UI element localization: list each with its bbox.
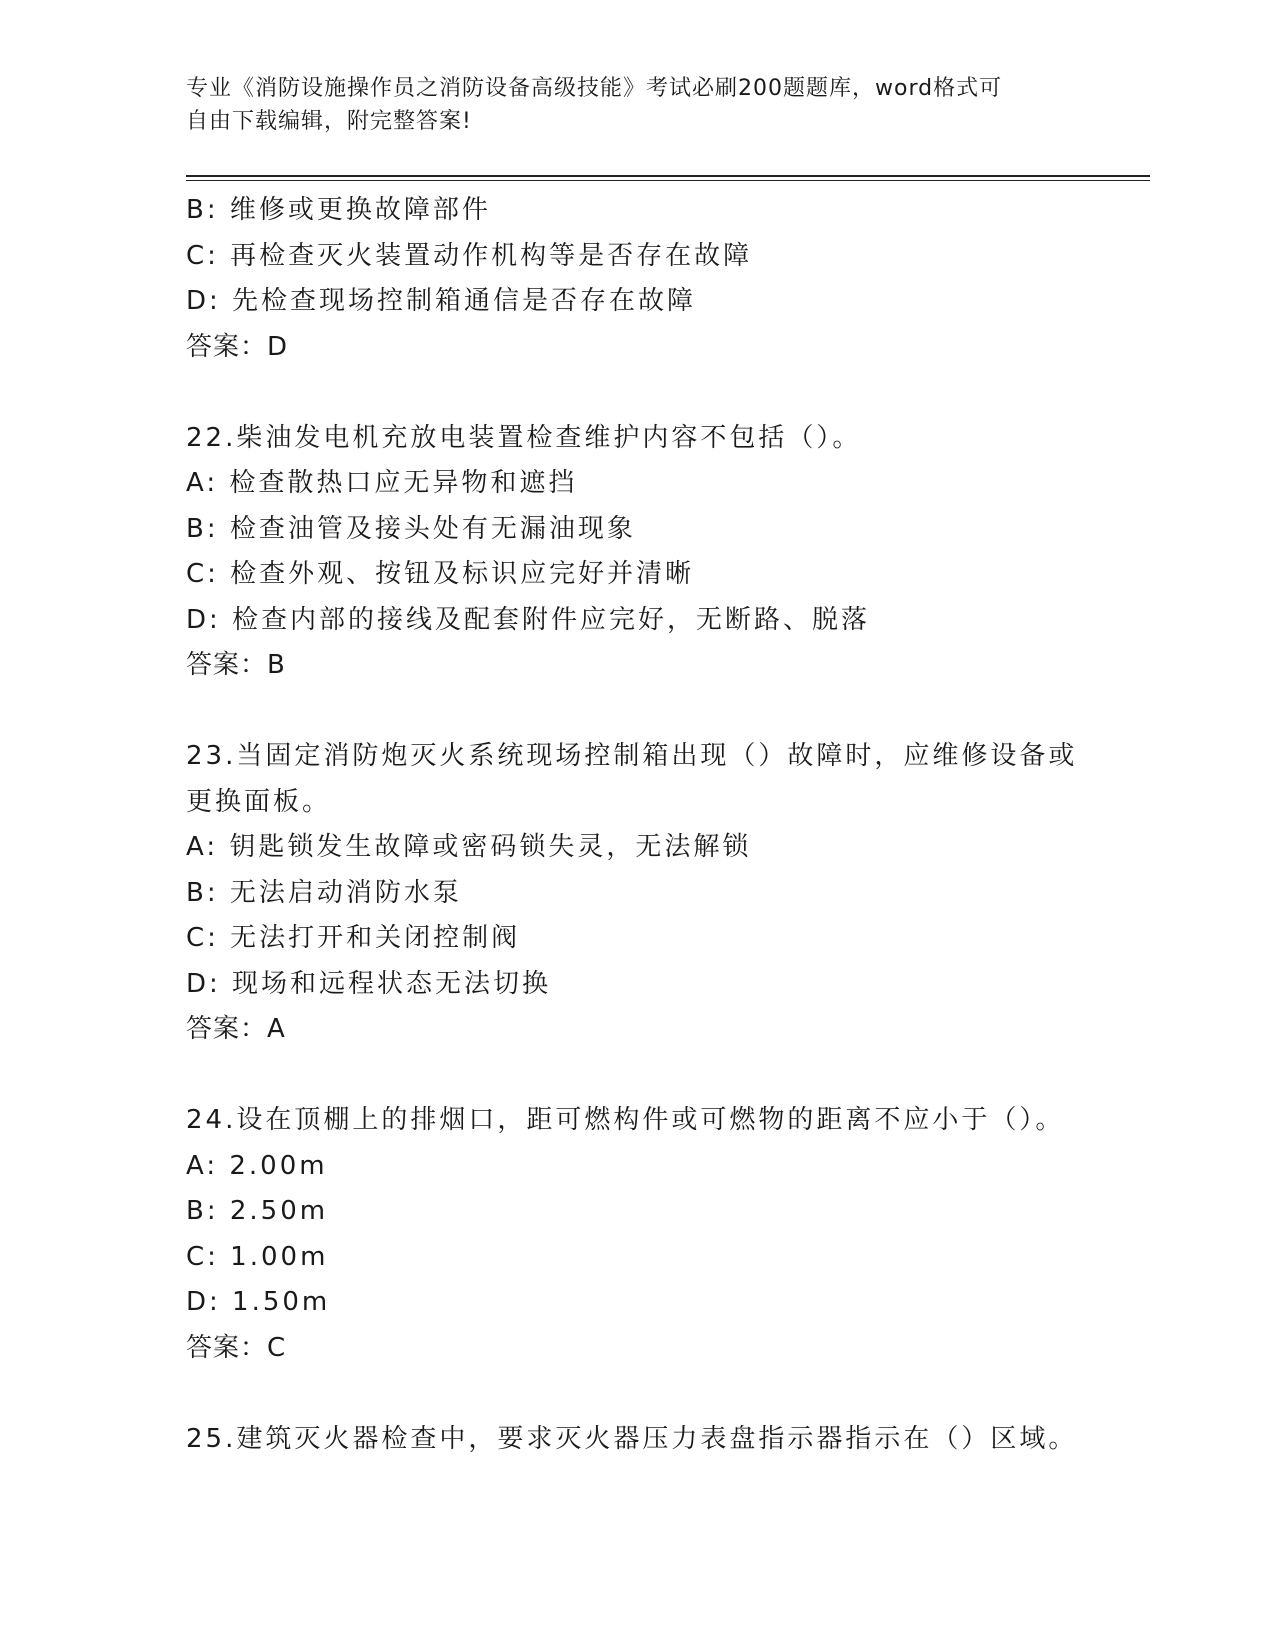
option-a: A: 检查散热口应无异物和遮挡 [186,468,578,498]
question-text-line-2: 更换面板。 [186,786,332,817]
spacer [186,1053,1086,1099]
question-text: 22.柴油发电机充放电装置检查维护内容不包括（）。 [186,422,862,453]
option-d: D: 先检查现场控制箱通信是否存在故障 [186,286,697,316]
answer-label: 答案：C [186,1332,287,1363]
option-c: C: 无法打开和关闭控制阀 [186,923,521,953]
option-b: B: 维修或更换故障部件 [186,195,491,225]
spacer [186,370,1086,416]
option-a: A: 钥匙锁发生故障或密码锁失灵，无法解锁 [186,832,752,862]
question-25 [186,1417,1086,1463]
question-text: 24.设在顶棚上的排烟口，距可燃构件或可燃物的距离不应小于（）。 [186,1105,1065,1135]
option-d: D: 检查内部的接线及配套附件应完好，无断路、脱落 [186,604,871,635]
header-title-line-2: 自由下载编辑，附完整答案! [186,109,472,134]
question-22 [186,416,1086,689]
document-header [186,72,1066,138]
option-c: C: 再检查灭火装置动作机构等是否存在故障 [186,240,753,271]
question-21-tail [186,188,1086,370]
question-list [186,188,1086,1462]
option-d: D: 1.50m [186,1287,331,1317]
question-text-line-1: 23.当固定消防炮灭火系统现场控制箱出现（）故障时，应维修设备或 [186,741,1078,771]
spacer [186,1371,1086,1417]
option-a: A: 2.00m [186,1150,328,1181]
question-text: 25.建筑灭火器检查中，要求灭火器压力表盘指示器指示在（）区域。 [186,1423,1078,1454]
header-title-line-1: 专业《消防设施操作员之消防设备高级技能》考试必刷200题题库，word格式可 [186,76,1003,101]
option-c: C: 检查外观、按钮及标识应完好并清晰 [186,559,695,589]
question-24 [186,1098,1086,1371]
header-divider [186,175,1150,181]
option-b: B: 2.50m [186,1196,329,1226]
option-c: C: 1.00m [186,1241,329,1272]
option-b: B: 无法启动消防水泵 [186,877,462,908]
question-23 [186,734,1086,1053]
answer-label: 答案：D [186,331,289,362]
answer-label: 答案：B [186,650,286,680]
option-b: B: 检查油管及接头处有无漏油现象 [186,513,636,544]
spacer [186,689,1086,735]
option-d: D: 现场和远程状态无法切换 [186,968,552,999]
answer-label: 答案：A [186,1014,286,1044]
